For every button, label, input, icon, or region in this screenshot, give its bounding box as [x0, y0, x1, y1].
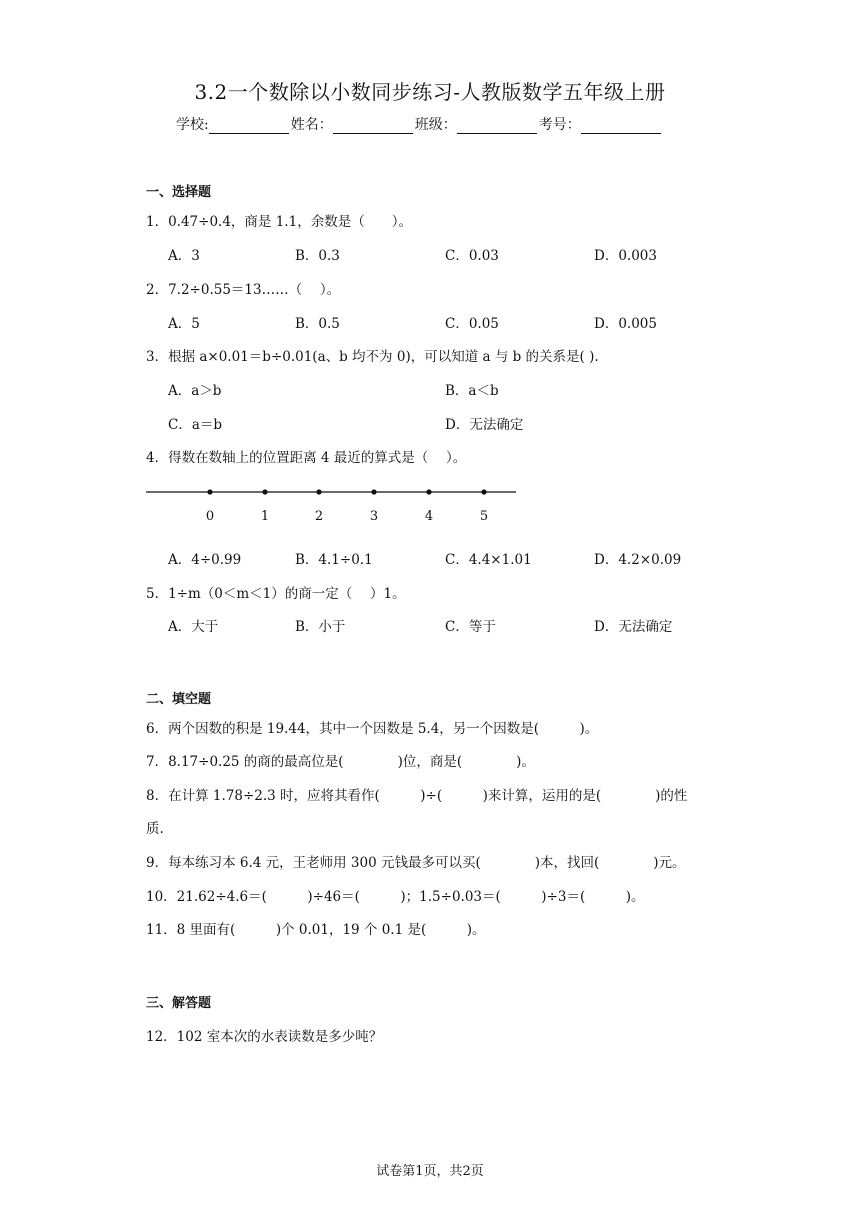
number-line [140, 478, 530, 528]
q4-option-a: A．4÷0.99 [168, 552, 242, 568]
q5-option-a: A．大于 [168, 619, 219, 635]
question-6: 6．两个因数的积是 19.44，其中一个因数是 5.4，另一个因数是( )。 [146, 721, 599, 737]
number-line-label-1: 1 [260, 509, 270, 524]
name-blank [333, 119, 413, 134]
q4-option-d: D．4.2×0.09 [594, 552, 682, 568]
q1-option-b: B．0.3 [295, 248, 340, 264]
name-label: 姓名： [290, 117, 333, 133]
question-3: 3．根据 a×0.01＝b÷0.01(a、b 均不为 0)，可以知道 a 与 b 的关系是( ). [146, 349, 599, 365]
number-line-point-2 [316, 489, 321, 494]
number-line-point-5 [481, 489, 486, 494]
number-line-point-4 [426, 489, 431, 494]
school-label: 学校: [176, 117, 209, 133]
section-heading-solve: 三、解答题 [146, 996, 212, 1011]
q1-option-d: D．0.003 [594, 248, 657, 264]
question-7: 7．8.17÷0.25 的商的最高位是( )位，商是( )。 [146, 754, 535, 770]
q1-option-c: C．0.03 [445, 248, 499, 264]
number-line-point-1 [262, 489, 267, 494]
q4-option-b: B．4.1÷0.1 [295, 552, 373, 568]
page-footer: 试卷第1页，共2页 [376, 1164, 484, 1179]
q3-option-b: B．a＜b [445, 383, 499, 399]
student-info-line [176, 114, 663, 134]
q2-option-c: C．0.05 [445, 316, 499, 332]
question-11: 11．8 里面有( )个 0.01，19 个 0.1 是( )。 [146, 922, 486, 938]
question-5: 5．1÷m（0＜m＜1）的商一定（ ）1。 [146, 586, 406, 602]
q4-option-c: C．4.4×1.01 [445, 552, 532, 568]
number-line-label-5: 5 [479, 509, 489, 524]
q3-option-a: A．a＞b [168, 383, 222, 399]
exam-no-blank [581, 119, 661, 134]
number-line-point-0 [207, 489, 212, 494]
class-blank [457, 119, 537, 134]
q5-option-b: B．小于 [295, 619, 346, 635]
number-line-label-2: 2 [314, 509, 324, 524]
section-heading-fill: 二、填空题 [146, 692, 212, 707]
class-label: 班级： [414, 117, 457, 133]
question-2: 2．7.2÷0.55＝13……（ ）。 [146, 282, 341, 298]
question-1: 1．0.47÷0.4，商是 1.1，余数是（ ）。 [146, 214, 412, 230]
school-blank [209, 119, 289, 134]
q2-option-a: A．5 [168, 316, 200, 332]
q5-option-c: C．等于 [445, 619, 496, 635]
question-4: 4．得数在数轴上的位置距离 4 最近的算式是（ ）。 [146, 450, 467, 466]
q5-option-d: D．无法确定 [594, 619, 673, 635]
question-8: 8．在计算 1.78÷2.3 时，应将其看作( )÷( )来计算，运用的是( )的性 [146, 788, 688, 804]
q1-option-a: A．3 [168, 248, 200, 264]
number-line-label-0: 0 [205, 509, 215, 524]
page-title: 3.2一个数除以小数同步练习-人教版数学五年级上册 [194, 80, 666, 104]
question-9: 9．每本练习本 6.4 元，王老师用 300 元钱最多可以买( )本，找回( )元。 [146, 855, 686, 871]
question-12: 12．102 室本次的水表读数是多少吨？ [146, 1029, 383, 1045]
section-heading-choice: 一、选择题 [146, 185, 212, 200]
question-8-continued: 质. [146, 821, 164, 837]
number-line-point-3 [371, 489, 376, 494]
q3-option-d: D．无法确定 [445, 417, 524, 433]
q2-option-d: D．0.005 [594, 316, 657, 332]
question-10: 10．21.62÷4.6＝( )÷46＝( )；1.5÷0.03＝( )÷3＝( )。 [146, 889, 645, 905]
exam-no-label: 考号： [538, 117, 581, 133]
number-line-label-4: 4 [424, 509, 434, 524]
number-line-label-3: 3 [369, 509, 379, 524]
q3-option-c: C．a＝b [168, 417, 223, 433]
q2-option-b: B．0.5 [295, 316, 340, 332]
